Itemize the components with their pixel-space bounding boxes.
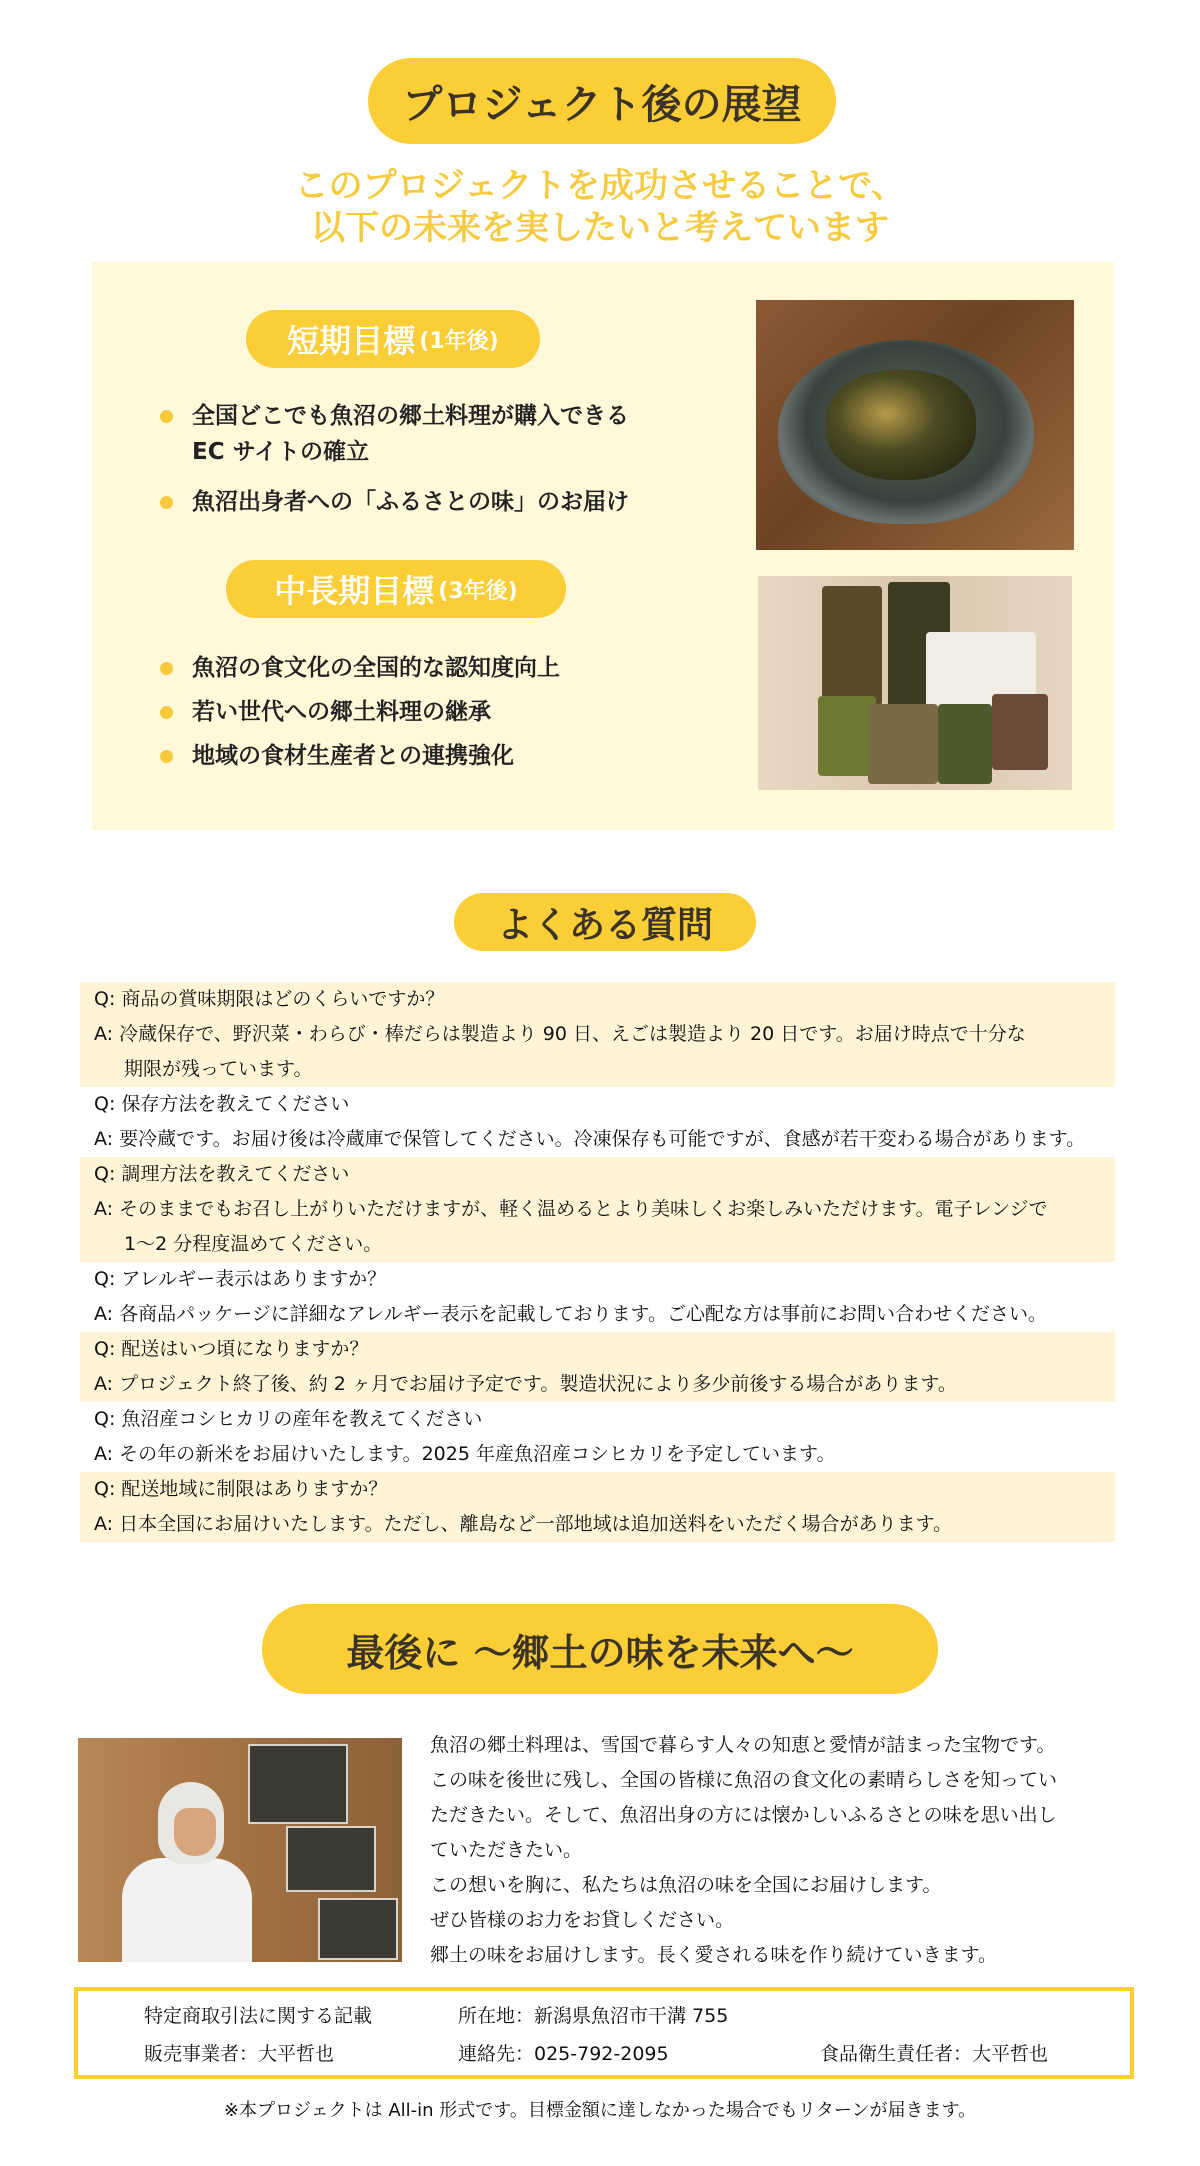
vision-subtitle-line1: このプロジェクトを成功させることで、 [294, 166, 906, 206]
faq-item [80, 1262, 1115, 1332]
closing-title: 最後に 〜郷土の味を未来へ〜 [262, 1604, 938, 1694]
faq-question: Q: 配送はいつ頃になりますか？ [94, 1338, 369, 1360]
closing-paragraph: ぜひ皆様のお力をお貸しください。 [430, 1909, 735, 1931]
vision-subtitle-line2: 以下の未来を実したいと考えています [311, 208, 889, 248]
legal-seller: 販売事業者：大平哲也 [144, 2043, 335, 2065]
mid-term-item: 魚沼の食文化の全国的な認知度向上 [156, 650, 696, 686]
mid-term-item: 若い世代への郷土料理の継承 [156, 694, 696, 730]
short-term-period: (1年後) [419, 328, 499, 354]
mid-term-list [156, 650, 696, 782]
legal-contact: 連絡先：025-792-2095 [458, 2043, 669, 2065]
faq-question: Q: アレルギー表示はありますか？ [94, 1268, 387, 1290]
legal-info-box [74, 1987, 1134, 2079]
faq-answer-continued: 期限が残っています。 [124, 1058, 313, 1080]
faq-item [80, 1157, 1115, 1262]
faq-question: Q: 商品の賞味期限はどのくらいですか？ [94, 988, 445, 1010]
legal-food-hygiene: 食品衛生責任者：大平哲也 [820, 2043, 1049, 2065]
short-term-item: 全国どこでも魚沼の郷土料理が購入できる [156, 398, 696, 434]
faq-item [80, 1087, 1115, 1157]
closing-message [430, 1728, 1120, 1973]
short-term-title: 短期目標 (1年後) [246, 310, 540, 368]
closing-paragraph: この味を後世に残し、全国の皆様に魚沼の食文化の素晴らしさを知ってい [430, 1769, 1058, 1791]
faq-answer: A: その年の新米をお届けいたします。2025 年産魚沼産コシヒカリを予定しています。 [94, 1443, 836, 1465]
closing-paragraph: 魚沼の郷土料理は、雪国で暮らす人々の知恵と愛情が詰まった宝物です。 [430, 1734, 1056, 1756]
faq-question: Q: 魚沼産コシヒカリの産年を教えてください [94, 1408, 483, 1430]
faq-list [80, 982, 1115, 1542]
faq-item [80, 1332, 1115, 1402]
faq-answer: A: 冷蔵保存で、野沢菜・わらび・棒だらは製造より 90 日、えごは製造より 20 日です。お届け時点で十分な [94, 1023, 1026, 1045]
all-in-footnote: ※本プロジェクトは All-in 形式です。目標金額に達しなかった場合でもリターンが届きます。 [223, 2100, 977, 2121]
closing-paragraph: この想いを胸に、私たちは魚沼の味を全国にお届けします。 [430, 1874, 942, 1896]
legal-label: 特定商取引法に関する記載 [144, 2005, 373, 2027]
faq-item [80, 1472, 1115, 1542]
faq-question: Q: 配送地域に制限はありますか？ [94, 1478, 388, 1500]
mid-term-period: (3年後) [438, 578, 518, 604]
faq-answer: A: そのままでもお召し上がりいただけますが、軽く温めるとより美味しくお楽しみいただけます。電子レンジで [94, 1198, 1048, 1220]
mid-term-item: 地域の食材生産者との連携強化 [156, 738, 696, 774]
faq-question: Q: 調理方法を教えてください [94, 1163, 350, 1185]
legal-address: 所在地：新潟県魚沼市干溝 755 [458, 2005, 729, 2027]
chef-photo [78, 1738, 402, 1962]
mid-term-title: 中長期目標 (3年後) [226, 560, 566, 618]
pickled-vegetable-bowl-photo [756, 300, 1074, 550]
faq-item [80, 1402, 1115, 1472]
closing-paragraph: ただきたい。そして、魚沼出身の方には懐かしいふるさとの味を思い出し [430, 1804, 1057, 1826]
faq-answer: A: 各商品パッケージに詳細なアレルギー表示を記載しております。ご心配な方は事前にお問い合わせください。 [94, 1303, 1047, 1325]
closing-paragraph: 郷土の味をお届けします。長く愛される味を作り続けていきます。 [430, 1944, 997, 1966]
faq-answer: A: プロジェクト終了後、約 2 ヶ月でお届け予定です。製造状況により多少前後する場合があります。 [94, 1373, 957, 1395]
short-term-item: 魚沼出身者への「ふるさとの味」のお届け [156, 484, 696, 520]
product-packages-photo [758, 576, 1072, 790]
short-term-item-continued: EC サイトの確立 [192, 439, 369, 465]
faq-question: Q: 保存方法を教えてください [94, 1093, 350, 1115]
short-term-list [156, 398, 696, 532]
faq-answer-continued: 1〜2 分程度温めてください。 [124, 1233, 383, 1255]
closing-paragraph: ていただきたい。 [430, 1839, 583, 1861]
faq-answer: A: 日本全国にお届けいたします。ただし、離島など一部地域は追加送料をいただく場合があります。 [94, 1513, 953, 1535]
faq-item [80, 982, 1115, 1087]
vision-title: プロジェクト後の展望 [368, 58, 836, 144]
faq-answer: A: 要冷蔵です。お届け後は冷蔵庫で保管してください。冷凍保存も可能ですが、食感が若干変わる場合があります。 [94, 1128, 1086, 1150]
faq-title: よくある質問 [454, 893, 756, 951]
